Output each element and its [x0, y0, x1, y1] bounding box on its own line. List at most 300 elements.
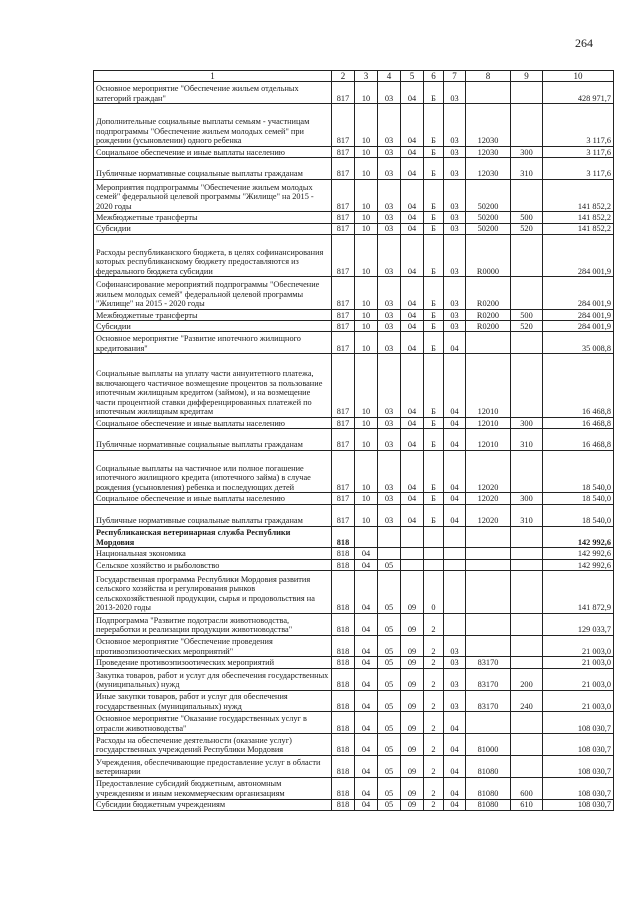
column-header: 2: [332, 71, 355, 82]
row-code-cell: 04: [444, 777, 466, 799]
table-row: [94, 712, 614, 734]
row-code-cell: 03: [444, 158, 466, 180]
column-header: 7: [444, 71, 466, 82]
row-amount: 141 852,2: [543, 212, 614, 223]
row-code-cell: 2: [424, 657, 444, 668]
table-row: [94, 82, 614, 104]
row-code-cell: 03: [378, 493, 401, 504]
row-code-cell: 817: [332, 332, 355, 354]
row-code-cell: 05: [378, 635, 401, 657]
row-code-cell: 04: [401, 104, 424, 147]
row-code-cell: 81080: [466, 777, 511, 799]
row-code-cell: 04: [355, 734, 378, 756]
row-code-cell: 04: [355, 571, 378, 614]
row-code-cell: 04: [401, 179, 424, 211]
row-code-cell: 10: [355, 277, 378, 309]
row-amount: 108 030,7: [543, 777, 614, 799]
row-code-cell: 04: [444, 354, 466, 417]
row-code-cell: 817: [332, 223, 355, 234]
row-code-cell: Б: [424, 354, 444, 417]
row-amount: 284 001,9: [543, 321, 614, 332]
budget-table: [93, 70, 614, 811]
row-code-cell: 10: [355, 354, 378, 417]
row-code-cell: 81080: [466, 755, 511, 777]
row-description: Софинансирование мероприятий подпрограммы "Обеспечение жильем молодых семей" федеральной целевой программы "Жилище" на 2015 - 2020 годы: [94, 277, 332, 309]
row-amount: 21 003,0: [543, 668, 614, 690]
row-code-cell: 03: [378, 277, 401, 309]
row-description: Национальная экономика: [94, 548, 332, 559]
column-header: 1: [94, 71, 332, 82]
row-code-cell: 818: [332, 657, 355, 668]
row-description: Социальные выплаты на уплату части аннуитетного платежа, включающего частичное возмещение процентов за пользование ипотечным жилищным кредитом (займом), и на возмещение части процентной ставки дифференцированных платежей по ипотечным жилищным кредитам: [94, 354, 332, 417]
row-code-cell: 04: [401, 450, 424, 493]
row-code-cell: 03: [378, 179, 401, 211]
row-description: Основное мероприятие "Развитие ипотечного жилищного кредитования": [94, 332, 332, 354]
row-code-cell: 03: [378, 146, 401, 157]
row-code-cell: 04: [444, 755, 466, 777]
table-row: [94, 548, 614, 559]
row-code-cell: 817: [332, 504, 355, 526]
row-description: Учреждения, обеспечивающие предоставление услуг в области ветеринарии: [94, 755, 332, 777]
row-code-cell: [511, 755, 543, 777]
row-code-cell: 03: [444, 635, 466, 657]
row-code-cell: 03: [378, 223, 401, 234]
row-code-cell: 300: [511, 493, 543, 504]
row-code-cell: 04: [401, 158, 424, 180]
row-code-cell: 04: [355, 657, 378, 668]
row-description: Социальное обеспечение и иные выплаты населению: [94, 417, 332, 428]
table-row: [94, 734, 614, 756]
row-code-cell: 50200: [466, 223, 511, 234]
row-code-cell: 310: [511, 429, 543, 451]
table-row: [94, 354, 614, 417]
row-code-cell: 09: [401, 571, 424, 614]
row-code-cell: 10: [355, 146, 378, 157]
row-code-cell: [466, 613, 511, 635]
row-code-cell: 03: [378, 417, 401, 428]
row-code-cell: 0: [424, 571, 444, 614]
row-code-cell: 818: [332, 734, 355, 756]
row-code-cell: 03: [378, 321, 401, 332]
row-code-cell: Б: [424, 504, 444, 526]
row-code-cell: 03: [444, 104, 466, 147]
row-code-cell: [466, 548, 511, 559]
row-amount: 21 003,0: [543, 635, 614, 657]
row-code-cell: 09: [401, 690, 424, 712]
row-code-cell: 10: [355, 179, 378, 211]
row-code-cell: 520: [511, 223, 543, 234]
row-code-cell: 05: [378, 668, 401, 690]
row-code-cell: [466, 526, 511, 548]
row-amount: 142 992,6: [543, 559, 614, 570]
row-code-cell: 05: [378, 734, 401, 756]
row-code-cell: 04: [444, 332, 466, 354]
row-description: Публичные нормативные социальные выплаты гражданам: [94, 504, 332, 526]
column-header: 10: [543, 71, 614, 82]
row-code-cell: 10: [355, 417, 378, 428]
row-code-cell: [511, 82, 543, 104]
row-code-cell: 04: [401, 354, 424, 417]
row-code-cell: 200: [511, 668, 543, 690]
row-code-cell: 09: [401, 755, 424, 777]
row-code-cell: Б: [424, 321, 444, 332]
row-amount: 108 030,7: [543, 712, 614, 734]
table-row: [94, 668, 614, 690]
table-row: [94, 309, 614, 320]
row-code-cell: 817: [332, 321, 355, 332]
row-code-cell: Б: [424, 417, 444, 428]
table-row: [94, 504, 614, 526]
row-code-cell: 817: [332, 309, 355, 320]
row-description: Подпрограмма "Развитие подотрасли животноводства, переработки и реализации продукции животноводства": [94, 613, 332, 635]
row-code-cell: 817: [332, 104, 355, 147]
row-code-cell: 09: [401, 635, 424, 657]
row-code-cell: 03: [378, 309, 401, 320]
row-code-cell: 817: [332, 429, 355, 451]
row-code-cell: 12030: [466, 104, 511, 147]
row-code-cell: 04: [444, 504, 466, 526]
row-code-cell: 310: [511, 504, 543, 526]
row-code-cell: 03: [378, 429, 401, 451]
row-code-cell: 04: [401, 277, 424, 309]
row-code-cell: 05: [378, 777, 401, 799]
row-code-cell: 05: [378, 657, 401, 668]
row-code-cell: R0200: [466, 321, 511, 332]
row-code-cell: [511, 354, 543, 417]
table-row: [94, 690, 614, 712]
row-code-cell: 03: [444, 690, 466, 712]
table-row: [94, 234, 614, 277]
row-code-cell: [378, 548, 401, 559]
row-code-cell: 83170: [466, 668, 511, 690]
row-amount: 284 001,9: [543, 309, 614, 320]
row-code-cell: 2: [424, 668, 444, 690]
table-row: [94, 223, 614, 234]
row-code-cell: 500: [511, 212, 543, 223]
row-description: Расходы на обеспечение деятельности (оказание услуг) государственных учреждений Республики Мордовия: [94, 734, 332, 756]
row-amount: 129 033,7: [543, 613, 614, 635]
row-amount: 16 468,8: [543, 417, 614, 428]
row-code-cell: 05: [378, 559, 401, 570]
row-code-cell: 818: [332, 799, 355, 810]
row-code-cell: 2: [424, 799, 444, 810]
row-code-cell: [511, 657, 543, 668]
row-code-cell: 83170: [466, 690, 511, 712]
table-row: [94, 755, 614, 777]
row-code-cell: 03: [444, 321, 466, 332]
row-code-cell: Б: [424, 429, 444, 451]
table-row: [94, 571, 614, 614]
column-header: 8: [466, 71, 511, 82]
row-code-cell: 818: [332, 690, 355, 712]
row-code-cell: 2: [424, 777, 444, 799]
row-code-cell: 817: [332, 158, 355, 180]
row-code-cell: Б: [424, 82, 444, 104]
row-description: Государственная программа Республики Мордовия развития сельского хозяйства и регулирования рынков сельскохозяйственной продукции, сырья и продовольствия на 2013-2020 годы: [94, 571, 332, 614]
row-code-cell: 03: [378, 354, 401, 417]
row-description: Сельское хозяйство и рыболовство: [94, 559, 332, 570]
row-code-cell: [511, 234, 543, 277]
row-description: Межбюджетные трансферты: [94, 309, 332, 320]
row-code-cell: [511, 559, 543, 570]
row-code-cell: 10: [355, 212, 378, 223]
row-description: Социальные выплаты на частичное или полное погашение ипотечного жилищного кредита (ипотечного займа) в случае рождения (усыновления) ребенка и последующих детей: [94, 450, 332, 493]
row-code-cell: 817: [332, 354, 355, 417]
row-amount: 18 540,0: [543, 504, 614, 526]
row-code-cell: [444, 548, 466, 559]
row-description: Субсидии: [94, 223, 332, 234]
row-code-cell: Б: [424, 212, 444, 223]
row-code-cell: 04: [444, 450, 466, 493]
row-code-cell: 10: [355, 450, 378, 493]
row-code-cell: [511, 571, 543, 614]
row-code-cell: 03: [444, 223, 466, 234]
row-code-cell: 818: [332, 559, 355, 570]
column-header: 5: [401, 71, 424, 82]
row-code-cell: 817: [332, 493, 355, 504]
row-code-cell: 09: [401, 799, 424, 810]
table-row: [94, 657, 614, 668]
column-header: 3: [355, 71, 378, 82]
row-description: Социальное обеспечение и иные выплаты населению: [94, 146, 332, 157]
row-code-cell: 600: [511, 777, 543, 799]
row-code-cell: 10: [355, 104, 378, 147]
row-code-cell: 03: [444, 234, 466, 277]
table-row: [94, 429, 614, 451]
row-code-cell: 817: [332, 146, 355, 157]
row-code-cell: [401, 548, 424, 559]
table-row: [94, 613, 614, 635]
row-code-cell: R0200: [466, 309, 511, 320]
row-code-cell: [444, 571, 466, 614]
row-code-cell: 12010: [466, 429, 511, 451]
row-code-cell: 03: [444, 212, 466, 223]
row-code-cell: 310: [511, 158, 543, 180]
row-description: Дополнительные социальные выплаты семьям - участницам подпрограммы "Обеспечение жильем молодых семей" при рождении (усыновлении) одного ребенка: [94, 104, 332, 147]
row-code-cell: 03: [444, 309, 466, 320]
row-code-cell: [466, 332, 511, 354]
row-code-cell: 03: [444, 277, 466, 309]
row-code-cell: 04: [444, 799, 466, 810]
row-code-cell: 04: [355, 548, 378, 559]
row-code-cell: [424, 559, 444, 570]
row-code-cell: 817: [332, 277, 355, 309]
row-amount: 428 971,7: [543, 82, 614, 104]
row-amount: 142 992,6: [543, 526, 614, 548]
row-code-cell: 817: [332, 234, 355, 277]
row-code-cell: 03: [378, 332, 401, 354]
row-amount: 108 030,7: [543, 734, 614, 756]
row-code-cell: 03: [378, 212, 401, 223]
row-code-cell: 09: [401, 668, 424, 690]
row-code-cell: 04: [401, 321, 424, 332]
row-code-cell: 83170: [466, 657, 511, 668]
row-description: Субсидии бюджетным учреждениям: [94, 799, 332, 810]
row-description: Предоставление субсидий бюджетным, автономным учреждениям и иным некоммерческим организациям: [94, 777, 332, 799]
row-code-cell: 10: [355, 493, 378, 504]
row-code-cell: Б: [424, 146, 444, 157]
row-code-cell: 04: [401, 223, 424, 234]
row-description: Расходы республиканского бюджета, в целях софинансирования которых республиканскому бюджету предоставляются из федерального бюджета субсидии: [94, 234, 332, 277]
row-code-cell: 12020: [466, 493, 511, 504]
row-code-cell: 04: [401, 417, 424, 428]
table-row: [94, 321, 614, 332]
row-code-cell: [401, 526, 424, 548]
row-amount: 108 030,7: [543, 799, 614, 810]
row-amount: 35 008,8: [543, 332, 614, 354]
row-code-cell: Б: [424, 450, 444, 493]
row-code-cell: 03: [444, 82, 466, 104]
row-code-cell: 818: [332, 668, 355, 690]
table-row: [94, 635, 614, 657]
column-header: 9: [511, 71, 543, 82]
row-code-cell: 04: [355, 712, 378, 734]
table-row: [94, 526, 614, 548]
row-code-cell: 2: [424, 712, 444, 734]
row-code-cell: [511, 179, 543, 211]
row-code-cell: 10: [355, 429, 378, 451]
row-amount: 21 003,0: [543, 657, 614, 668]
row-code-cell: 09: [401, 657, 424, 668]
row-code-cell: 04: [355, 690, 378, 712]
table-row: [94, 277, 614, 309]
row-code-cell: 04: [355, 799, 378, 810]
row-code-cell: 03: [378, 450, 401, 493]
row-code-cell: 520: [511, 321, 543, 332]
row-code-cell: 817: [332, 417, 355, 428]
row-code-cell: R0200: [466, 277, 511, 309]
row-code-cell: 81080: [466, 799, 511, 810]
row-code-cell: 10: [355, 234, 378, 277]
row-code-cell: 04: [355, 777, 378, 799]
row-code-cell: [378, 526, 401, 548]
row-code-cell: 04: [401, 493, 424, 504]
row-amount: 142 992,6: [543, 548, 614, 559]
row-code-cell: Б: [424, 223, 444, 234]
row-code-cell: 03: [444, 179, 466, 211]
row-code-cell: Б: [424, 158, 444, 180]
row-code-cell: 04: [444, 734, 466, 756]
row-code-cell: 240: [511, 690, 543, 712]
row-amount: 141 872,9: [543, 571, 614, 614]
row-code-cell: Б: [424, 493, 444, 504]
row-code-cell: [424, 526, 444, 548]
row-code-cell: 818: [332, 712, 355, 734]
row-amount: 18 540,0: [543, 493, 614, 504]
row-code-cell: [466, 712, 511, 734]
row-code-cell: 818: [332, 635, 355, 657]
table-row: [94, 777, 614, 799]
row-code-cell: 818: [332, 613, 355, 635]
row-description: Основное мероприятие "Обеспечение жильем отдельных категорий граждан": [94, 82, 332, 104]
row-code-cell: 05: [378, 571, 401, 614]
row-code-cell: R0000: [466, 234, 511, 277]
row-code-cell: 04: [444, 493, 466, 504]
row-code-cell: [511, 613, 543, 635]
row-code-cell: [511, 734, 543, 756]
table-row: [94, 179, 614, 211]
row-amount: 108 030,7: [543, 755, 614, 777]
row-code-cell: 04: [444, 712, 466, 734]
row-code-cell: 818: [332, 571, 355, 614]
row-code-cell: 817: [332, 212, 355, 223]
row-code-cell: [466, 559, 511, 570]
row-code-cell: 04: [355, 613, 378, 635]
row-code-cell: 817: [332, 450, 355, 493]
row-description: Социальное обеспечение и иные выплаты населению: [94, 493, 332, 504]
row-amount: 3 117,6: [543, 104, 614, 147]
row-code-cell: 04: [401, 212, 424, 223]
row-code-cell: 300: [511, 417, 543, 428]
row-code-cell: 04: [444, 417, 466, 428]
row-code-cell: 10: [355, 82, 378, 104]
row-amount: 284 001,9: [543, 234, 614, 277]
row-code-cell: Б: [424, 277, 444, 309]
row-description: Публичные нормативные социальные выплаты гражданам: [94, 429, 332, 451]
row-code-cell: 2: [424, 755, 444, 777]
row-amount: 16 468,8: [543, 354, 614, 417]
row-code-cell: 04: [355, 635, 378, 657]
table-header-row: [94, 71, 614, 82]
row-code-cell: 12020: [466, 504, 511, 526]
row-code-cell: 04: [355, 559, 378, 570]
row-code-cell: 12030: [466, 146, 511, 157]
row-code-cell: 10: [355, 504, 378, 526]
row-amount: 3 117,6: [543, 158, 614, 180]
row-code-cell: 12030: [466, 158, 511, 180]
row-code-cell: Б: [424, 179, 444, 211]
row-description: Закупка товаров, работ и услуг для обеспечения государственных (муниципальных) нужд: [94, 668, 332, 690]
table-row: [94, 332, 614, 354]
row-code-cell: [511, 332, 543, 354]
row-code-cell: 500: [511, 309, 543, 320]
row-code-cell: 50200: [466, 179, 511, 211]
row-amount: 284 001,9: [543, 277, 614, 309]
row-code-cell: [511, 104, 543, 147]
row-code-cell: 81000: [466, 734, 511, 756]
row-code-cell: 817: [332, 82, 355, 104]
row-code-cell: 818: [332, 777, 355, 799]
row-code-cell: 09: [401, 613, 424, 635]
row-code-cell: 04: [355, 755, 378, 777]
row-code-cell: 09: [401, 712, 424, 734]
row-code-cell: 03: [378, 158, 401, 180]
row-code-cell: 2: [424, 690, 444, 712]
page-number: 264: [575, 36, 593, 50]
row-code-cell: [466, 82, 511, 104]
table-row: [94, 212, 614, 223]
row-code-cell: 09: [401, 734, 424, 756]
row-code-cell: 04: [401, 146, 424, 157]
row-code-cell: 04: [355, 668, 378, 690]
row-code-cell: 03: [444, 668, 466, 690]
row-code-cell: 05: [378, 613, 401, 635]
row-description: Основное мероприятие "Обеспечение проведения противоэпизоотических мероприятий": [94, 635, 332, 657]
row-code-cell: 03: [444, 657, 466, 668]
row-code-cell: 04: [401, 429, 424, 451]
row-code-cell: 05: [378, 755, 401, 777]
table-row: [94, 146, 614, 157]
row-code-cell: Б: [424, 104, 444, 147]
row-code-cell: [444, 559, 466, 570]
row-amount: 141 852,2: [543, 223, 614, 234]
row-code-cell: 10: [355, 158, 378, 180]
row-code-cell: 05: [378, 712, 401, 734]
row-code-cell: 818: [332, 755, 355, 777]
row-code-cell: 12010: [466, 417, 511, 428]
row-code-cell: 2: [424, 734, 444, 756]
row-code-cell: 04: [444, 429, 466, 451]
